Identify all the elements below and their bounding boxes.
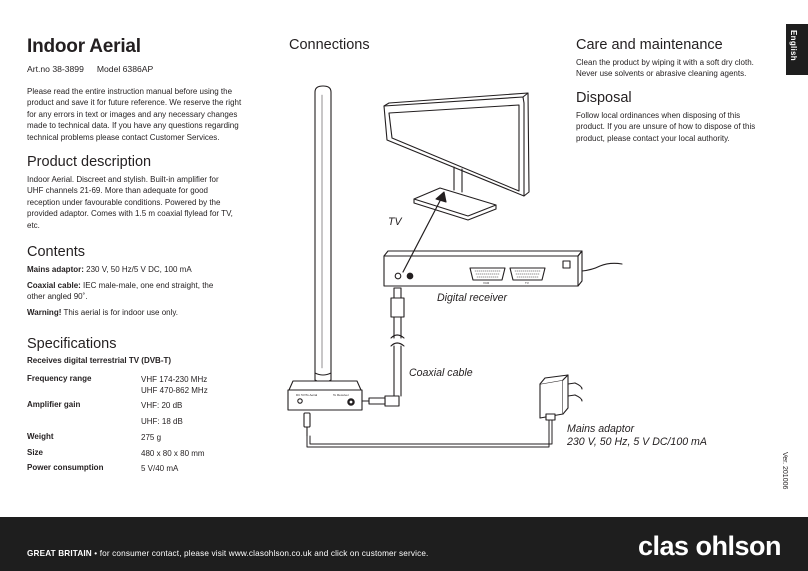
disposal-text: Follow local ordinances when disposing of this product. If you are unsure of how to dispose of this product, please contact your local authority. <box>576 111 756 143</box>
mains-adaptor <box>540 375 582 420</box>
receiver-vcr-label: VCR <box>483 281 490 285</box>
language-tab-label: English <box>789 30 798 61</box>
coaxial-cable <box>362 288 404 406</box>
footer-contact-text: for consumer contact, please visit www.clasohlson.co.uk and click on customer service. <box>99 549 429 558</box>
spec-subheading: Receives digital terrestrial TV (DVB-T) <box>27 356 172 365</box>
contents-text: This aerial is for indoor use only. <box>61 308 179 317</box>
contents-label: Coaxial cable: <box>27 281 81 290</box>
spec-value: VHF 174-230 MHz UHF 470-862 MHz <box>141 375 208 395</box>
footer-bullet: • <box>91 549 100 558</box>
aerial-rod <box>315 86 331 383</box>
product-title: Indoor Aerial <box>27 36 141 57</box>
contents-label: Warning! <box>27 308 62 317</box>
brand-logo: clas ohlson <box>637 531 781 561</box>
spec-value: VHF: 20 dB <box>141 401 183 410</box>
specifications-heading: Specifications <box>27 336 117 352</box>
tv-label: TV <box>388 216 402 228</box>
receiver-scart-tv <box>510 268 545 280</box>
television <box>384 93 529 220</box>
contents-heading: Contents <box>27 244 86 260</box>
spec-key: Frequency range <box>27 374 92 383</box>
power-cable <box>304 413 552 447</box>
mains-adaptor-spec-label: 230 V, 50 Hz, 5 V DC/100 mA <box>567 436 707 448</box>
connections-heading: Connections <box>289 37 370 53</box>
contents-label: Mains adaptor: <box>27 265 84 274</box>
digital-receiver-label: Digital receiver <box>437 292 508 304</box>
disposal-heading: Disposal <box>576 90 632 106</box>
care-heading: Care and maintenance <box>576 37 723 53</box>
footer-country: GREAT BRITAIN <box>27 549 92 558</box>
intro-text: Please read the entire instruction manual before using the product and save it for future reference. We reserve the right for any errors in text or images and any necessary changes made to technical data. If you have any questions regarding technical problems please contact Customer Services. <box>27 87 242 142</box>
receiver-scart-vcr <box>470 268 505 280</box>
mains-adaptor-label: Mains adaptor <box>567 423 635 435</box>
spec-key: Amplifier gain <box>27 400 81 409</box>
footer-contact <box>27 549 428 558</box>
model-number: Model 6386AP <box>96 64 154 74</box>
contents-text: IEC male-male, one end straight, the other angled 90˚. <box>27 281 214 301</box>
spec-value: UHF: 18 dB <box>141 417 183 426</box>
spec-value: 480 x 80 x 80 mm <box>141 449 205 458</box>
spec-value: 5 V/40 mA <box>141 464 179 473</box>
product-description-text: Indoor Aerial. Discreet and stylish. Built-in amplifier for UHF channels 21-69. More than adequate for good reception under favourable conditions. Powered by the provided adaptor. Comes with 1.5 m coaxial flylead for TV, etc. <box>27 175 233 230</box>
version-label: Ver. 201006 <box>781 452 788 490</box>
base-tv-label: To Receiver <box>333 393 349 397</box>
receiver-rf-out <box>407 273 413 279</box>
language-tab <box>786 24 808 75</box>
spec-key: Power consumption <box>27 463 104 472</box>
base-dc-label: DC 5V/To Aerial <box>296 393 318 397</box>
article-number: Art.no 38-3899 <box>27 64 84 74</box>
coaxial-cable-label: Coaxial cable <box>409 367 473 379</box>
receiver-tv-label: TV <box>525 281 529 285</box>
spec-key: Size <box>27 448 44 457</box>
spec-value: 275 g <box>141 433 162 442</box>
digital-receiver <box>384 251 622 286</box>
footer <box>0 517 808 571</box>
care-text: Clean the product by wiping it with a soft dry cloth. Never use solvents or abrasive cleaning agents. <box>576 58 754 79</box>
product-description-heading: Product description <box>27 154 152 170</box>
contents-text: 230 V, 50 Hz/5 V DC, 100 mA <box>83 265 192 274</box>
spec-key: Weight <box>27 432 54 441</box>
